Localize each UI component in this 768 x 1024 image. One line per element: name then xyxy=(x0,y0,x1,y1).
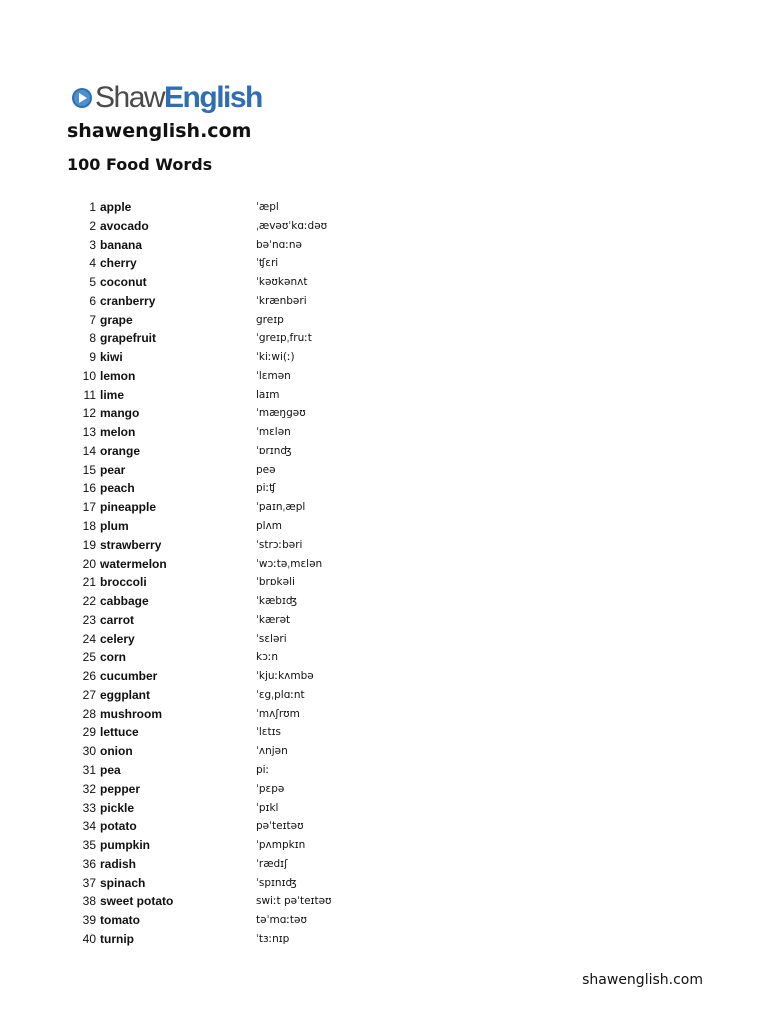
word-number: 37 xyxy=(82,875,96,890)
pronunciation: ˈmɛlən xyxy=(256,426,291,439)
food-word: coconut xyxy=(100,275,147,290)
food-word: cranberry xyxy=(100,293,156,308)
word-row xyxy=(0,630,768,649)
page-title: 100 Food Words xyxy=(67,155,213,174)
word-row xyxy=(0,892,768,911)
pronunciation: pəˈteɪtəʊ xyxy=(256,820,304,833)
word-number: 18 xyxy=(82,519,96,534)
word-row xyxy=(0,761,768,780)
pronunciation: ˈæpl xyxy=(256,201,279,213)
play-icon xyxy=(71,87,93,109)
pronunciation: ˈtɜːnɪp xyxy=(256,932,290,945)
word-row xyxy=(0,855,768,874)
word-row xyxy=(0,592,768,611)
word-row xyxy=(0,273,768,292)
word-row xyxy=(0,555,768,574)
word-row xyxy=(0,442,768,461)
food-word: celery xyxy=(100,631,135,646)
word-number: 32 xyxy=(82,781,96,796)
logo-text-english: English xyxy=(164,81,262,114)
word-number: 7 xyxy=(89,312,96,327)
pronunciation: ˈrædɪʃ xyxy=(256,857,288,870)
word-number: 13 xyxy=(82,425,96,440)
pronunciation: piːʧ xyxy=(256,482,276,495)
food-word: pea xyxy=(100,762,121,777)
word-number: 5 xyxy=(89,275,96,290)
food-word: corn xyxy=(100,650,127,665)
food-word: spinach xyxy=(100,875,146,890)
word-number: 36 xyxy=(82,856,96,871)
food-word: grapefruit xyxy=(100,331,157,346)
word-number: 20 xyxy=(82,556,96,571)
pronunciation: ˈmæŋgəʊ xyxy=(256,407,306,420)
food-word: grape xyxy=(100,312,133,327)
word-number: 35 xyxy=(82,838,96,853)
pronunciation: ˈstrɔːbəri xyxy=(256,538,303,551)
food-word: melon xyxy=(100,425,136,440)
pronunciation: ˈɒrɪnʤ xyxy=(256,444,292,457)
word-row xyxy=(0,254,768,273)
word-number: 14 xyxy=(82,443,96,458)
pronunciation: ˈpaɪnˌæpl xyxy=(256,501,306,514)
pronunciation: ˈpɪkl xyxy=(256,801,279,814)
pronunciation: piː xyxy=(256,763,270,776)
food-word: lettuce xyxy=(100,725,139,740)
food-word: radish xyxy=(100,856,137,871)
word-row xyxy=(0,930,768,949)
word-number: 29 xyxy=(82,725,96,740)
word-number: 33 xyxy=(82,800,96,815)
food-word: sweet potato xyxy=(100,894,174,909)
word-row xyxy=(0,386,768,405)
footer-site: shawenglish.com xyxy=(582,972,703,988)
food-word: mushroom xyxy=(100,706,163,721)
pronunciation: ˈpʌmpkɪn xyxy=(256,839,306,852)
food-word: strawberry xyxy=(100,537,162,552)
word-row xyxy=(0,611,768,630)
word-row xyxy=(0,648,768,667)
food-word: tomato xyxy=(100,913,140,928)
pronunciation: ˈlɛtɪs xyxy=(256,726,281,739)
word-number: 12 xyxy=(82,406,96,421)
food-word: watermelon xyxy=(100,556,167,571)
word-row xyxy=(0,780,768,799)
word-row xyxy=(0,311,768,330)
word-row xyxy=(0,404,768,423)
word-number: 6 xyxy=(89,293,96,308)
word-row xyxy=(0,667,768,686)
food-word: pineapple xyxy=(100,500,157,515)
food-word: orange xyxy=(100,443,141,458)
word-row xyxy=(0,836,768,855)
word-number: 24 xyxy=(82,631,96,646)
food-word: lemon xyxy=(100,368,136,383)
word-row xyxy=(0,723,768,742)
food-word: broccoli xyxy=(100,575,147,590)
food-word: eggplant xyxy=(100,687,150,702)
pronunciation: ˈɛgˌplɑːnt xyxy=(256,688,305,701)
food-word: pumpkin xyxy=(100,838,150,853)
pronunciation: təˈmɑːtəʊ xyxy=(256,914,307,927)
word-number: 15 xyxy=(82,462,96,477)
word-number: 34 xyxy=(82,819,96,834)
word-row xyxy=(0,329,768,348)
pronunciation: ˈgreɪpˌfruːt xyxy=(256,332,312,345)
word-row xyxy=(0,498,768,517)
food-word: kiwi xyxy=(100,350,123,365)
word-number: 25 xyxy=(82,650,96,665)
word-number: 17 xyxy=(82,500,96,515)
word-row xyxy=(0,799,768,818)
word-row xyxy=(0,705,768,724)
word-number: 9 xyxy=(89,350,96,365)
word-number: 39 xyxy=(82,913,96,928)
food-word: onion xyxy=(100,744,133,759)
word-number: 8 xyxy=(89,331,96,346)
pronunciation: kɔːn xyxy=(256,651,279,664)
food-word: carrot xyxy=(100,612,135,627)
pronunciation: ˈkærət xyxy=(256,613,291,626)
word-number: 21 xyxy=(82,575,96,590)
word-row xyxy=(0,479,768,498)
word-row xyxy=(0,423,768,442)
food-word: peach xyxy=(100,481,135,496)
shawenglish-logo xyxy=(71,80,262,116)
word-row xyxy=(0,573,768,592)
pronunciation: plʌm xyxy=(256,520,283,533)
word-row xyxy=(0,874,768,893)
food-word: cucumber xyxy=(100,669,158,684)
pronunciation: ˈsɛləri xyxy=(256,632,287,645)
pronunciation: ˈmʌʃrʊm xyxy=(256,707,300,720)
word-number: 31 xyxy=(82,762,96,777)
pronunciation: ˈspɪnɪʤ xyxy=(256,876,297,889)
food-word: pepper xyxy=(100,781,141,796)
food-word: cabbage xyxy=(100,594,149,609)
word-number: 22 xyxy=(82,594,96,609)
pronunciation: ˈʧɛri xyxy=(256,257,279,270)
word-row xyxy=(0,367,768,386)
food-word: mango xyxy=(100,406,140,421)
pronunciation: laɪm xyxy=(256,388,280,401)
pronunciation: ˈpɛpə xyxy=(256,782,285,795)
word-row xyxy=(0,217,768,236)
word-row xyxy=(0,686,768,705)
word-list xyxy=(0,198,768,949)
word-row xyxy=(0,817,768,836)
word-row xyxy=(0,911,768,930)
food-word: apple xyxy=(100,200,132,214)
pronunciation: ˈʌnjən xyxy=(256,745,288,758)
word-number: 19 xyxy=(82,537,96,552)
word-number: 16 xyxy=(82,481,96,496)
food-word: avocado xyxy=(100,218,149,233)
word-number: 38 xyxy=(82,894,96,909)
word-row xyxy=(0,536,768,555)
pronunciation: ˈkəʊkənʌt xyxy=(256,276,308,289)
word-row xyxy=(0,348,768,367)
pronunciation: ˌævəʊˈkɑːdəʊ xyxy=(256,219,328,232)
word-number: 27 xyxy=(82,687,96,702)
word-number: 28 xyxy=(82,706,96,721)
site-name: shawenglish.com xyxy=(67,120,252,142)
word-number: 2 xyxy=(89,218,96,233)
pronunciation: swiːt pəˈteɪtəʊ xyxy=(256,895,332,908)
word-row xyxy=(0,461,768,480)
logo-text-shaw: Shaw xyxy=(95,81,165,114)
food-word: lime xyxy=(100,387,125,402)
food-word: potato xyxy=(100,819,137,834)
food-word: turnip xyxy=(100,931,134,946)
pronunciation: ˈlɛmən xyxy=(256,369,291,382)
word-number: 23 xyxy=(82,612,96,627)
word-number: 40 xyxy=(82,931,96,946)
word-number: 11 xyxy=(83,387,96,402)
word-number: 3 xyxy=(89,237,96,252)
food-word: cherry xyxy=(100,256,137,271)
word-number: 1 xyxy=(89,200,96,214)
pronunciation: ˈkjuːkʌmbə xyxy=(256,670,314,683)
food-word: pear xyxy=(100,462,126,477)
word-row xyxy=(0,236,768,255)
word-row xyxy=(0,292,768,311)
pronunciation: ˈkæbɪʤ xyxy=(256,595,297,608)
pronunciation: ˈbrɒkəli xyxy=(256,576,295,589)
pronunciation: bəˈnɑːnə xyxy=(256,238,302,251)
food-word: plum xyxy=(100,519,129,534)
word-number: 4 xyxy=(89,256,96,271)
food-word: banana xyxy=(100,237,143,252)
pronunciation: ˈkiːwi(ː) xyxy=(256,351,295,364)
pronunciation: greɪp xyxy=(256,313,284,326)
word-number: 26 xyxy=(82,669,96,684)
word-number: 30 xyxy=(82,744,96,759)
word-row xyxy=(0,198,768,217)
food-word: pickle xyxy=(100,800,135,815)
pronunciation: ˈkrænbəri xyxy=(256,294,307,307)
word-row xyxy=(0,517,768,536)
word-row xyxy=(0,742,768,761)
word-number: 10 xyxy=(82,368,96,383)
pronunciation: ˈwɔːtəˌmɛlən xyxy=(256,557,323,570)
pronunciation: peə xyxy=(256,463,276,476)
